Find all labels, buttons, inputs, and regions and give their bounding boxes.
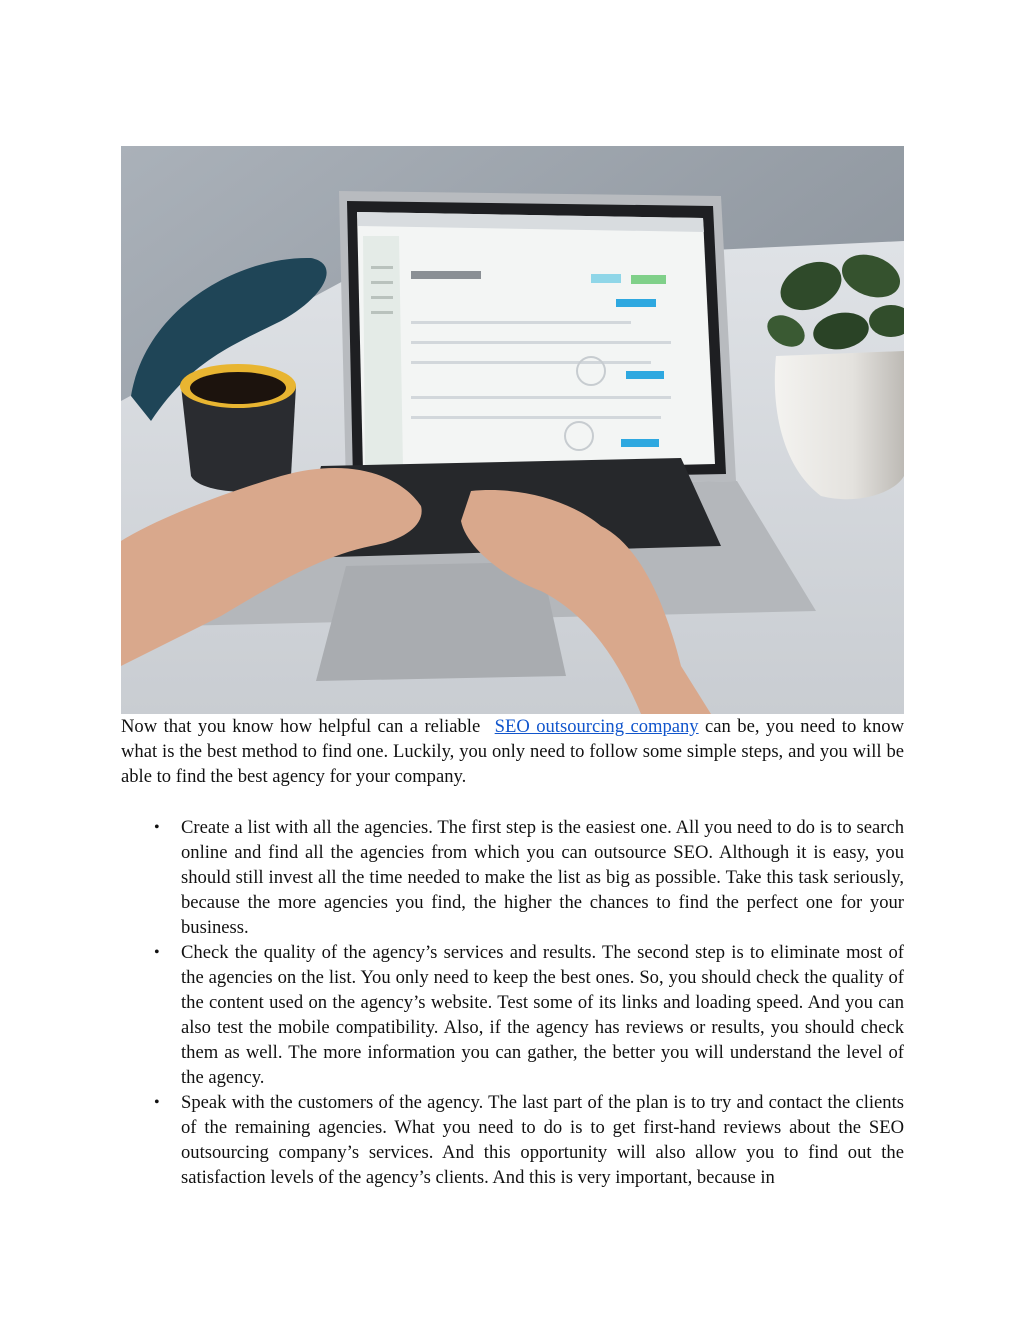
laptop-photo	[121, 146, 904, 714]
seo-outsourcing-link[interactable]: SEO outsourcing company	[494, 716, 699, 737]
list-item-text: Speak with the customers of the agency. The last part of the plan is to try and contact the clients of the remaining agencies. What you need to do is to get first-hand reviews about the SEO outsourcing company’s services. And this opportunity will also allow you to find out the satisfaction levels of the agency’s clients. And this is very important, because in	[181, 1092, 904, 1188]
bullet-icon: •	[154, 819, 160, 836]
bullet-icon: •	[154, 944, 160, 961]
list-item	[121, 1090, 904, 1190]
list-item	[121, 815, 904, 940]
intro-paragraph	[121, 714, 904, 789]
list-item-text: Create a list with all the agencies. The first step is the easiest one. All you need to do is to search online and find all the agencies from which you can outsource SEO. Although it is easy, you should still invest all the time needed to make the list as big as possible. Take this task seriously, because the more agencies you find, the higher the chances to find the perfect one for your business.	[181, 817, 904, 938]
list-item-text: Check the quality of the agency’s services and results. The second step is to eliminate most of the agencies on the list. You only need to keep the best ones. So, you should check the quality of the content used on the agency’s website. Test some of its links and loading speed. And you can also test the mobile compatibility. Also, if the agency has reviews or results, you should check them as well. The more information you can gather, the better you will understand the level of the agency.	[181, 942, 904, 1088]
mug-coffee	[190, 372, 286, 404]
intro-text-before-link: Now that you know how helpful can a reliable	[121, 716, 481, 737]
bullet-icon: •	[154, 1094, 160, 1111]
list-item	[121, 940, 904, 1090]
steps-list	[121, 815, 904, 1190]
intro-text-after-link: can be, you need to know what is the best method to find one. Luckily, you only need to follow some simple steps, and you will be able to find the best agency for your company.	[121, 716, 904, 787]
